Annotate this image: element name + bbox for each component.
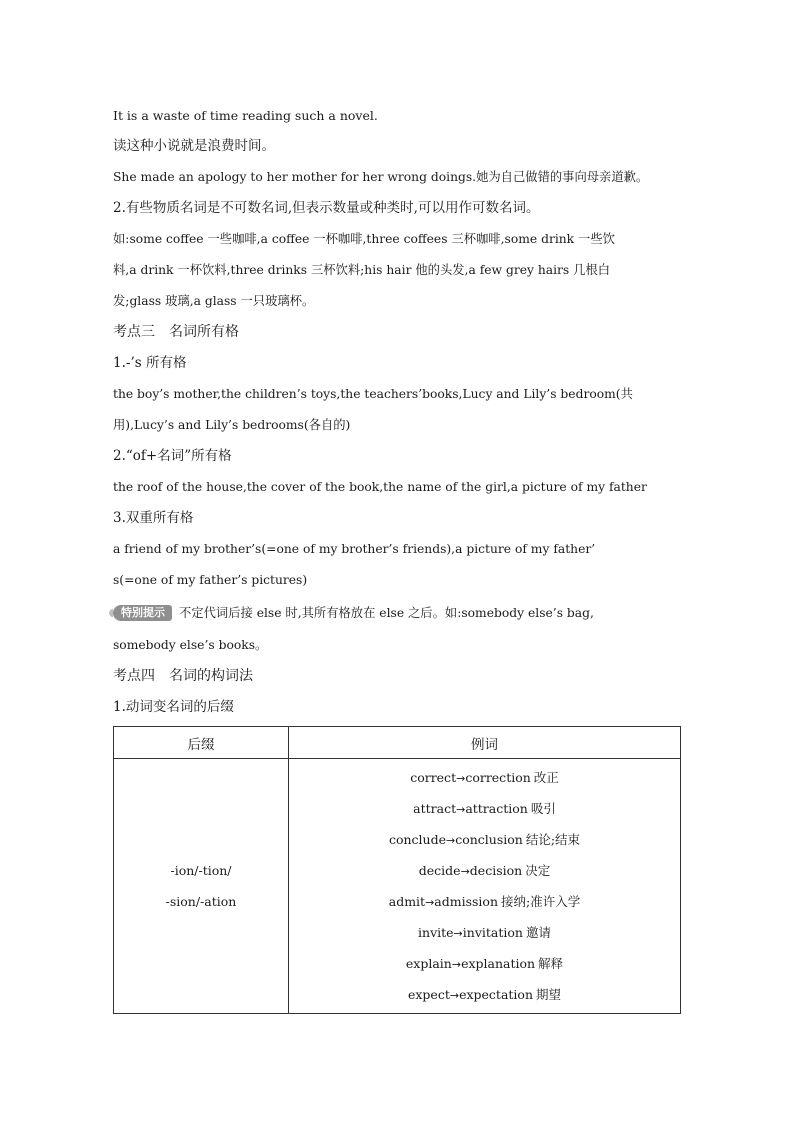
- arrow-right-icon: →: [425, 896, 435, 909]
- subheading-of-possessive: 2.“of+名词”所有格: [113, 448, 232, 464]
- table-header-suffix: 后缀: [114, 727, 289, 759]
- arrow-right-icon: →: [449, 989, 460, 1002]
- special-tip-continued: somebody else’s books。: [113, 638, 268, 652]
- example-verb: conclude: [388, 832, 446, 847]
- example-word-pair: [289, 762, 680, 793]
- rule-2-material-nouns: 2.有些物质名词是不可数名词,但表示数量或种类时,可以用作可数名词。: [113, 200, 540, 216]
- example-verb: expect: [407, 987, 450, 1002]
- arrow-right-icon: →: [460, 865, 470, 878]
- example-meaning: 解释: [538, 956, 564, 971]
- example-verb: decide: [418, 863, 461, 878]
- example-verb: admit: [388, 894, 426, 909]
- example-noun: conclusion: [455, 832, 523, 847]
- example-verb: explain: [405, 956, 452, 971]
- s-possessive-examples-line-2: 用),Lucy’s and Lily’s bedrooms(各自的): [113, 418, 351, 432]
- suffix-cell: [114, 759, 289, 1014]
- arrow-right-icon: →: [456, 772, 466, 785]
- suffix-line: -sion/-ation: [165, 894, 237, 909]
- example-word-pair: [289, 979, 680, 1010]
- arrow-right-icon: →: [456, 803, 466, 816]
- example-word-pair: [289, 855, 680, 886]
- example-translation-zh: 读这种小说就是浪费时间。: [113, 138, 275, 154]
- example-meaning: 改正: [533, 770, 559, 785]
- example-noun: correction: [465, 770, 531, 785]
- arrow-right-icon: →: [451, 958, 462, 971]
- section-heading-possessive: 考点三 名词所有格: [113, 324, 239, 340]
- examples-cell: [289, 759, 681, 1014]
- table-row: [114, 759, 681, 1014]
- double-possessive-examples-line-1: a friend of my brother’s(=one of my brother’s friends),a picture of my father’: [113, 542, 596, 556]
- example-noun: attraction: [465, 801, 528, 816]
- suffix-line: -ion/-tion/: [170, 863, 232, 878]
- example-meaning: 接纳;准许入学: [501, 894, 581, 909]
- example-meaning: 邀请: [525, 925, 551, 940]
- example-meaning: 期望: [536, 987, 562, 1002]
- table-header-examples: 例词: [289, 727, 681, 759]
- example-noun: invitation: [462, 925, 523, 940]
- example-verb: attract: [413, 801, 457, 816]
- example-meaning: 吸引: [530, 801, 556, 816]
- special-tip-badge: 特别提示: [113, 605, 172, 621]
- example-verb: invite: [418, 925, 454, 940]
- example-meaning: 结论;结束: [525, 832, 581, 847]
- example-word-pair: [289, 917, 680, 948]
- example-meaning: 决定: [525, 863, 551, 878]
- example-word-pair: [289, 793, 680, 824]
- subheading-s-possessive: 1.-’s 所有格: [113, 355, 187, 371]
- example-sentence-en: It is a waste of time reading such a novel.: [113, 108, 378, 123]
- arrow-right-icon: →: [445, 834, 456, 847]
- rule-2-examples-line-1: 如:some coffee 一些咖啡,a coffee 一杯咖啡,three coffees 三杯咖啡,some drink 一些饮: [113, 232, 615, 246]
- example-verb: correct: [410, 770, 457, 785]
- example-sentence-apology: She made an apology to her mother for her wrong doings.她为自己做错的事向母亲道歉。: [113, 170, 649, 184]
- section-heading-word-formation: 考点四 名词的构词法: [113, 668, 253, 684]
- special-tip: [113, 596, 683, 630]
- subheading-double-possessive: 3.双重所有格: [113, 510, 194, 526]
- s-possessive-examples-line-1: the boy’s mother,the children’s toys,the teachers’books,Lucy and Lily’s bedroom(共: [113, 387, 633, 401]
- example-noun: decision: [469, 863, 523, 878]
- rule-2-examples-line-3: 发;glass 玻璃,a glass 一只玻璃杯。: [113, 294, 315, 308]
- double-possessive-examples-line-2: s(=one of my father’s pictures): [113, 573, 308, 587]
- example-noun: explanation: [461, 956, 536, 971]
- example-word-pair: [289, 886, 680, 917]
- document-page: [113, 100, 683, 1014]
- of-possessive-examples: the roof of the house,the cover of the book,the name of the girl,a picture of my father: [113, 480, 647, 494]
- suffix-table: [113, 726, 681, 1014]
- subheading-verb-to-noun-suffix: 1.动词变名词的后缀: [113, 699, 234, 715]
- example-noun: expectation: [459, 987, 533, 1002]
- example-word-pair: [289, 948, 680, 979]
- rule-2-examples-line-2: 料,a drink 一杯饮料,three drinks 三杯饮料;his hair 他的头发,a few grey hairs 几根白: [113, 263, 611, 277]
- example-word-pair: [289, 824, 680, 855]
- table-header-row: [114, 727, 681, 759]
- example-noun: admission: [434, 894, 499, 909]
- arrow-right-icon: →: [453, 927, 463, 940]
- special-tip-text: 不定代词后接 else 时,其所有格放在 else 之后。如:somebody else’s bag,: [179, 606, 594, 620]
